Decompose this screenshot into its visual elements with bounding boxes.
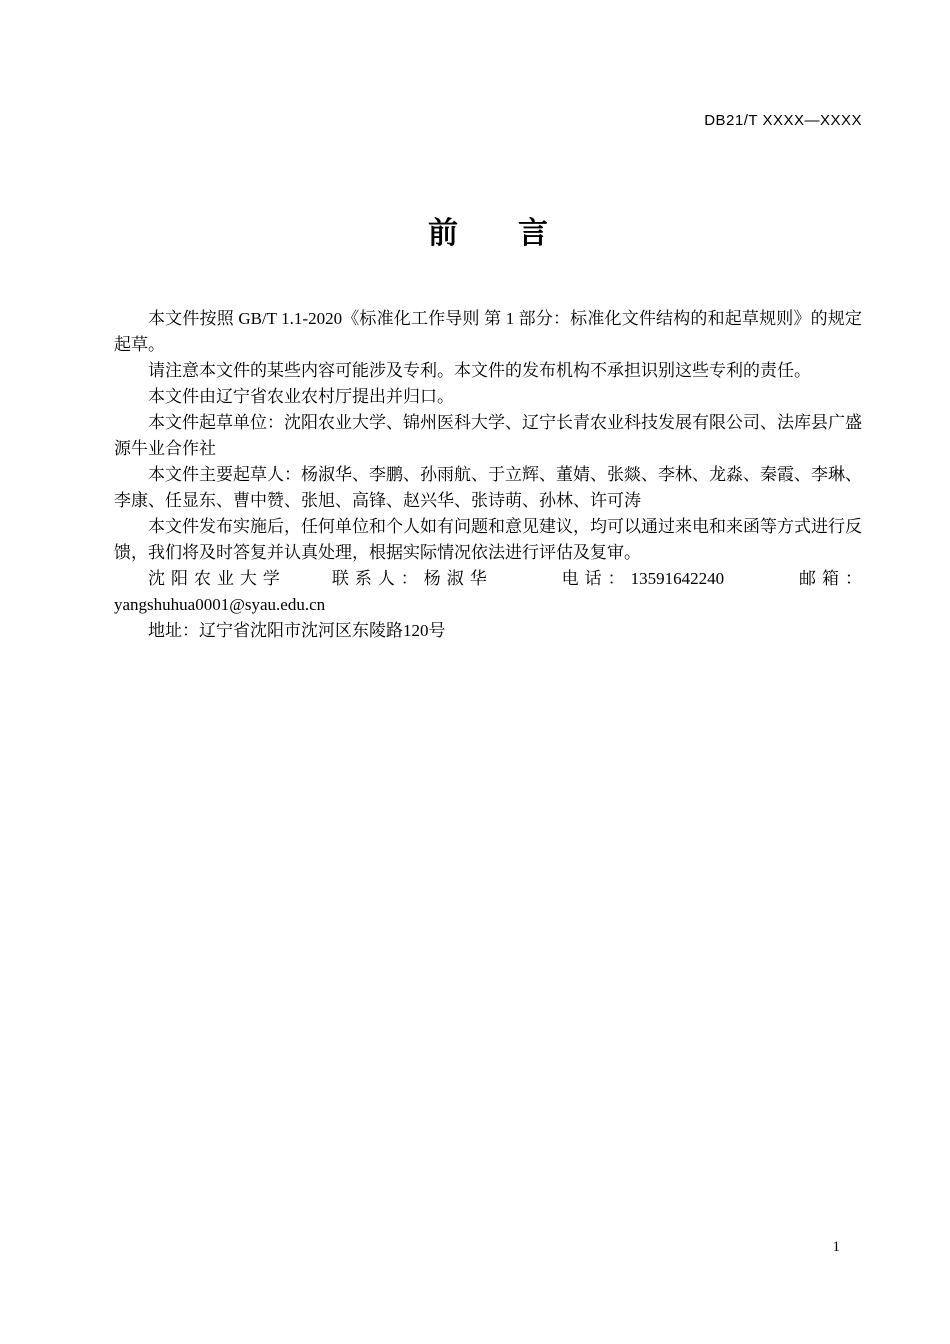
document-header [114,112,862,130]
paragraph-patent-notice: 请注意本文件的某些内容可能涉及专利。本文件的发布机构不承担识别这些专利的责任。 [148,361,811,380]
paragraph-feedback: 本文件发布实施后，任何单位和个人如有问题和意见建议，均可以通过来电和来函等方式进行反馈，我们将及时答复并认真处理，根据实际情况依法进行评估及复审。 [114,517,862,562]
paragraph-proposing-org: 本文件由辽宁省农业农村厅提出并归口。 [148,387,454,406]
page-footer [833,1238,841,1256]
paragraph-address: 地址：辽宁省沈阳市沈河区东陵路120号 [148,621,446,640]
paragraph-contact-info: 沈阳农业大学 联系人：杨淑华 电话：13591642240 邮箱：yangshuhua0001@syau.edu.cn [114,569,862,614]
paragraph-drafters: 本文件主要起草人：杨淑华、李鹏、孙雨航、于立辉、董婧、张燚、李林、龙淼、秦霞、李琳、李康、任显东、曹中赞、张旭、高锋、赵兴华、张诗萌、孙林、许可涛 [114,465,862,510]
paragraph-drafting-rules: 本文件按照 GB/T 1.1-2020《标准化工作导则 第 1 部分：标准化文件结构的和起草规则》的规定起草。 [114,309,862,354]
foreword-title: 前 言 [428,217,548,250]
paragraph-drafting-orgs: 本文件起草单位：沈阳农业大学、锦州医科大学、辽宁长青农业科技发展有限公司、法库县广盛源牛业合作社 [114,413,862,458]
standard-code: DB21/T XXXX—XXXX [704,112,862,129]
document-body [114,306,862,644]
page-number: 1 [832,1239,840,1255]
